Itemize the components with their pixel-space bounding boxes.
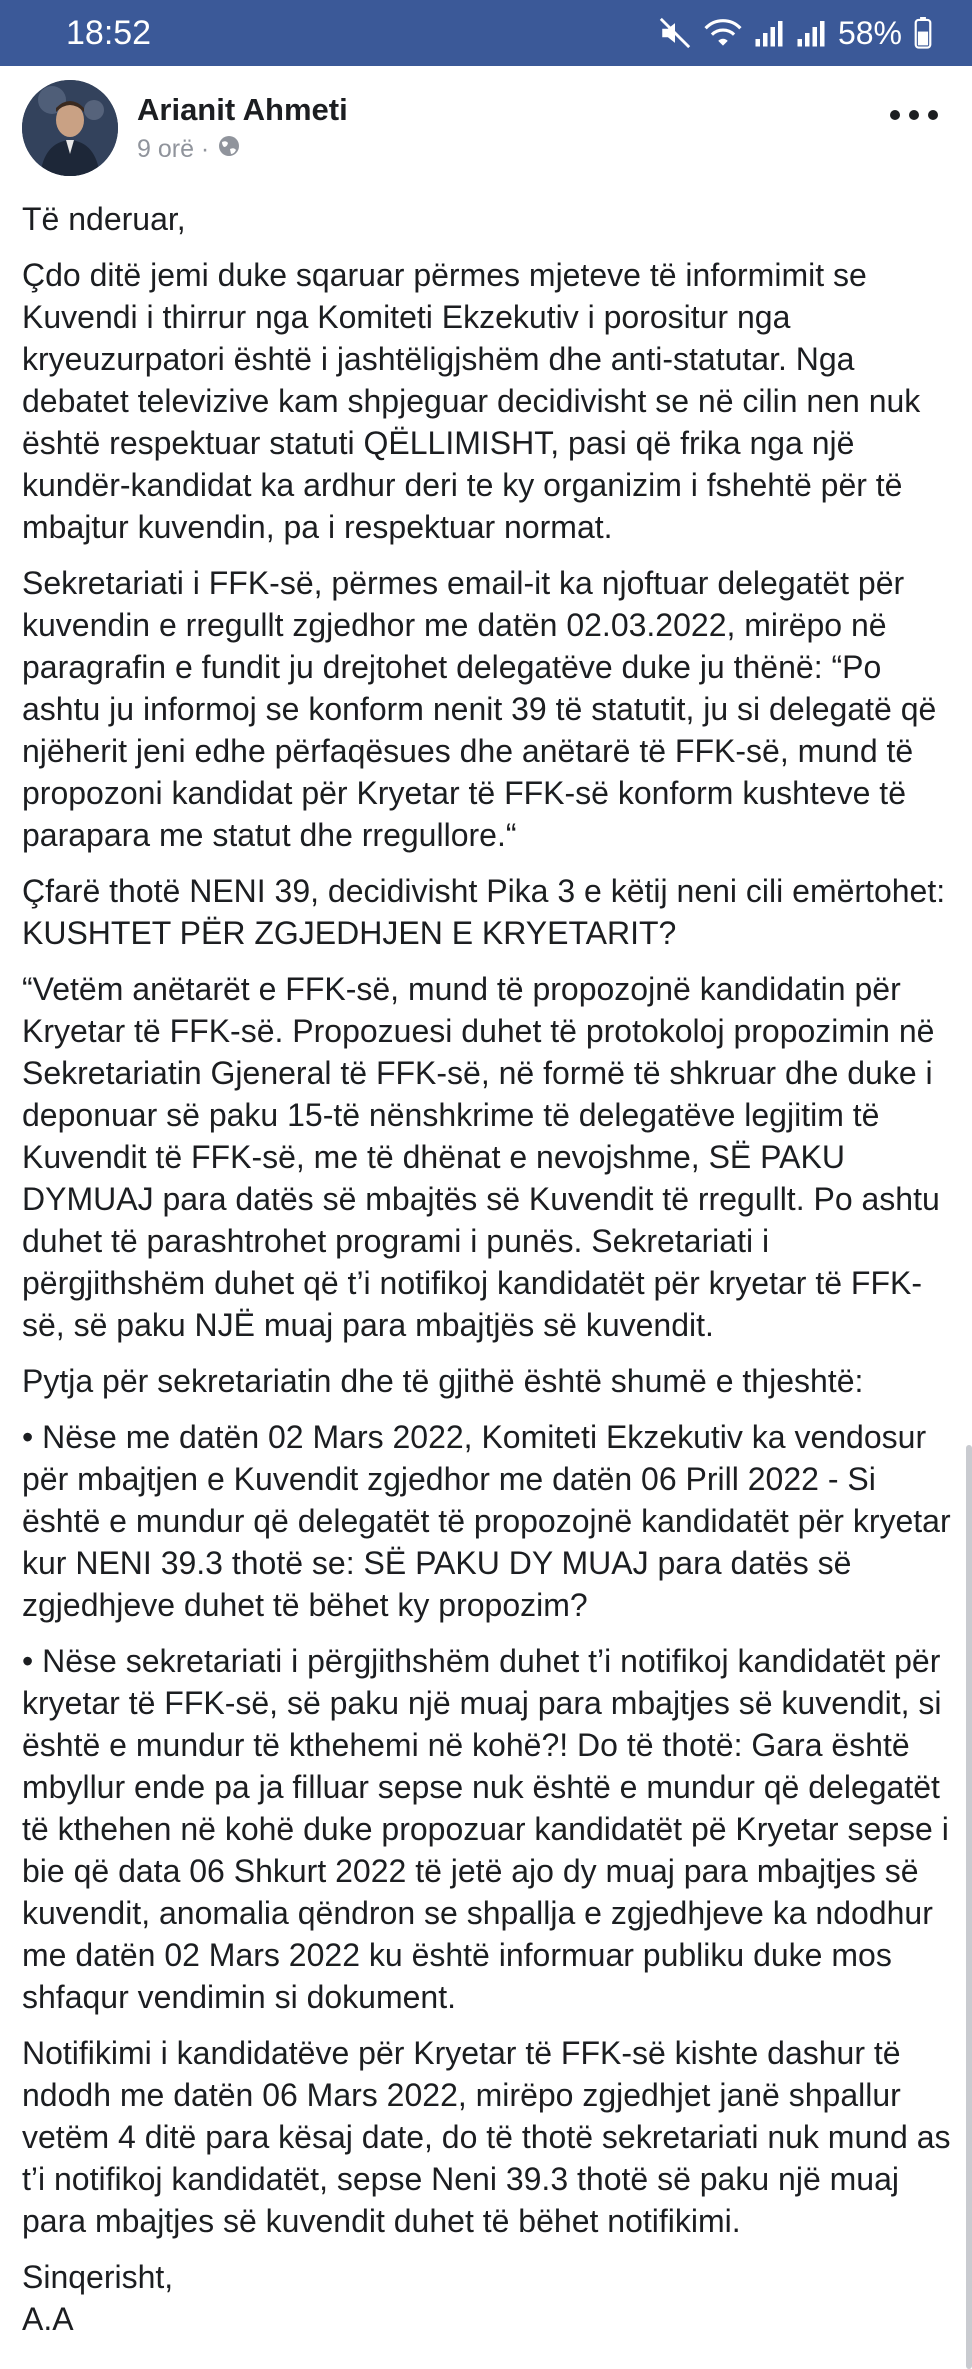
post-paragraph: • Nëse me datën 02 Mars 2022, Komiteti Ekzekutiv ka vendosur për mbajtjen e Kuvendit zgjedhor me datën 06 Prill 2022 - Si është e mundur që delegatët të propozojnë kandidatët për kryetar kur NENI 39.3 thotë se: SË PAKU DY MUAJ para datës së zgjedhjeve duhet të bëhet ky propozim? <box>22 1419 951 1623</box>
post-signoff: Sinqerisht, <box>22 2259 174 2295</box>
post-meta <box>137 134 241 165</box>
scrollbar[interactable] <box>966 1445 972 2369</box>
post-body <box>22 198 952 2354</box>
signal-icon <box>754 18 784 48</box>
status-icons <box>658 15 932 52</box>
more-options-icon[interactable] <box>890 100 938 130</box>
post-paragraph: Pytja për sekretariatin dhe të gjithë është shumë e thjeshtë: <box>22 1363 864 1399</box>
wifi-icon <box>704 17 742 49</box>
post-time[interactable]: 9 orë · <box>137 135 210 163</box>
post-paragraph: “Vetëm anëtarët e FFK-së, mund të propozojnë kandidatin për Kryetar të FFK-së. Propozuesi duhet të protokoloj propozimin në Sekretariatin Gjeneral të FFK-së, në formë të shkruar dhe duke i deponuar së paku 15-të nënshkrime të delegatëve legjitim të Kuvendit të FFK-së, me të dhënat e nevojshme, SË PAKU DYMUAJ para datës së mbajtës së Kuvendit të rregullt. Po ashtu duhet të parashtrohet programi i punës. Sekretariati i përgjithshëm duhet që t’i notifikoj kandidatët për kryetar të FFK-së, së paku NJË muaj para mbajtjës së kuvendit. <box>22 971 940 1343</box>
author-name[interactable]: Arianit Ahmeti <box>137 92 348 127</box>
battery-icon <box>914 17 932 49</box>
post-paragraph: Sekretariati i FFK-së, përmes email-it ka njoftuar delegatët për kuvendin e rregullt zgjedhor me datën 02.03.2022, mirëpo në paragrafin e fundit ju drejtohet delegatëve duke ju thënë: “Po ashtu ju informoj se konform nenit 39 të statutit, ju si delegatë që njëherit jeni edhe përfaqësues dhe anëtarë të FFK-së, mund të propozoni kandidat për Kryetar të FFK-së konform kushteve të parapara me statut dhe rregullore.“ <box>22 565 937 853</box>
post-paragraph: • Nëse sekretariati i përgjithshëm duhet t’i notifikoj kandidatët për kryetar të FFK-së, së paku një muaj para mbajtjes së kuvendit, si është e mundur të kthehemi në kohë?! Do të thotë: Gara është mbyllur ende pa ja filluar sepse nuk është e mundur që delegatët të kthehen në kohë duke propozuar kandidatët pë Kryetar sepse i bie që data 06 Shkurt 2022 të jetë ajo dy muaj para mbajtjes së kuvendit, anomalia qëndron se shpallja e zgjedhjeve ka ndodhur me datën 02 Mars 2022 ku është informuar publiku duke mos shfaqur vendimin si dokument. <box>22 1643 949 2015</box>
signal-icon <box>796 18 826 48</box>
avatar[interactable] <box>22 80 118 176</box>
globe-icon <box>217 134 241 165</box>
post-paragraph: Të nderuar, <box>22 201 186 237</box>
mute-icon <box>658 16 692 50</box>
status-time: 18:52 <box>66 13 152 52</box>
post-paragraph: Çdo ditë jemi duke sqaruar përmes mjeteve të informimit se Kuvendi i thirrur nga Komiteti Ekzekutiv i porositur nga kryeuzurpatori është i jashtëligjshëm dhe anti-statutar. Nga debatet televizive kam shpjeguar decidivisht se në cilin nen nuk është respektuar statuti QËLLIMISHT, pasi që frika nga një kundër-kandidat ka ardhur deri te ky organizim i fshehtë për të mbajtur kuvendin, pa i respektuar normat. <box>22 257 921 545</box>
post-paragraph: Çfarë thotë NENI 39, decidivisht Pika 3 e këtij neni cili emërtohet: KUSHTET PËR ZGJEDHJEN E KRYETARIT? <box>22 873 946 951</box>
post-header <box>22 80 952 180</box>
battery-label: 58% <box>837 14 902 51</box>
post-signature: A.A <box>22 2301 74 2337</box>
status-bar <box>0 0 972 66</box>
post-paragraph: Notifikimi i kandidatëve për Kryetar të FFK-së kishte dashur të ndodh me datën 06 Mars 2022, mirëpo zgjedhjet janë shpallur vetëm 4 ditë para kësaj date, do të thotë sekretariati nuk mund as t’i notifikoj kandidatët, sepse Neni 39.3 thotë së paku një muaj para mbajtjes së kuvendit duhet të bëhet notifikimi. <box>22 2035 951 2239</box>
